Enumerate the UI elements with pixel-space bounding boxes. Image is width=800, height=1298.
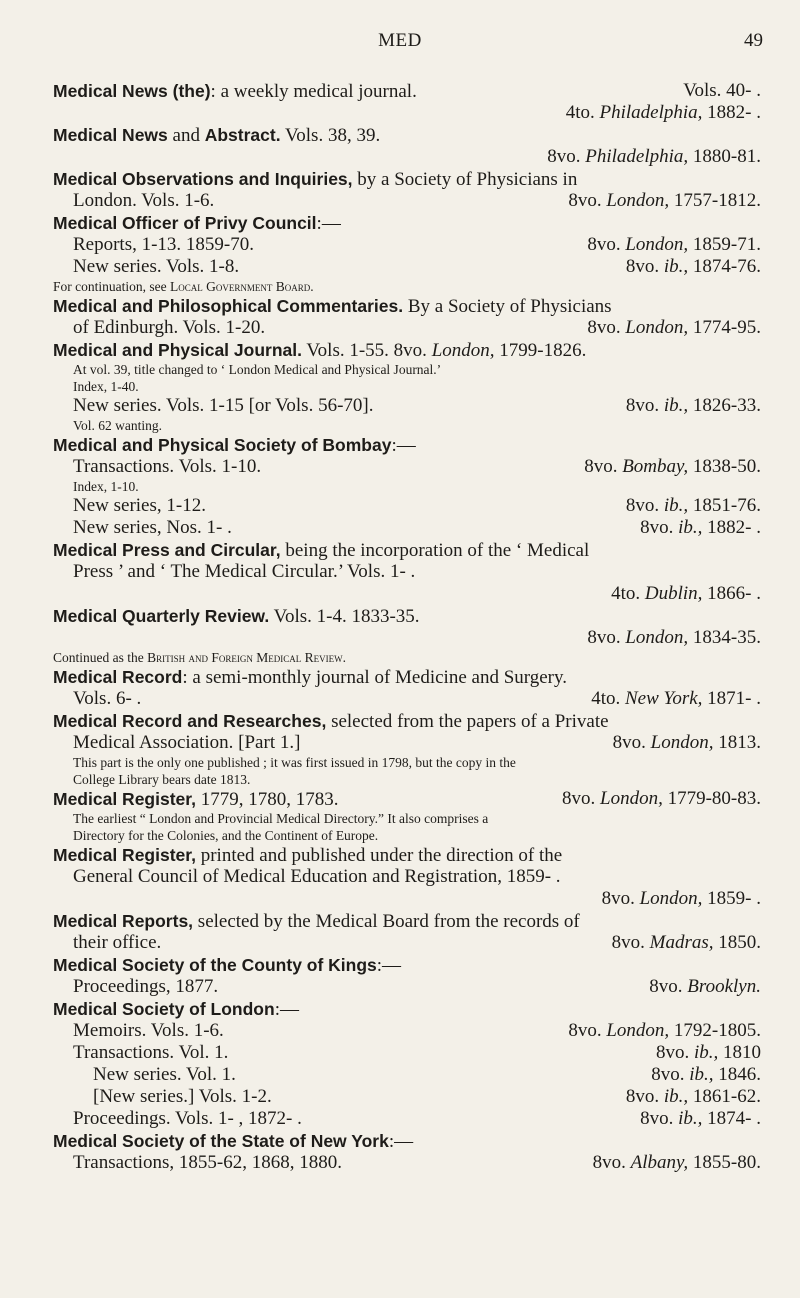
entry-note: Index, 1-10. (73, 479, 139, 494)
entry-heading: Medical Record and Researches, (53, 711, 327, 731)
entry-note: College Library bears date 1813. (73, 772, 251, 787)
entry-heading: Medical and Physical Society of Bombay (53, 435, 392, 455)
entry-imprint-line (53, 102, 761, 124)
entry-line: Transactions, 1855-62, 1868, 1880. 8vo. Albany, 1855-80. (73, 1152, 761, 1173)
entry-imprint: 8vo. London, 1779-80-83. (562, 788, 761, 809)
entry-imprint: 8vo. London, 1834-35. (587, 627, 761, 648)
entry-line: General Council of Medical Education and Registration, 1859- . (73, 866, 561, 887)
entry-imprint: 8vo. Albany, 1855-80. (592, 1152, 761, 1173)
entry-heading: Medical Press and Circular, (53, 540, 281, 560)
entry-imprint: 8vo. London, 1757-1812. (568, 190, 761, 211)
entry-line: Medical News and Abstract. Vols. 38, 39. (53, 125, 381, 146)
entry-line: London. Vols. 1-6. 8vo. London, 1757-1812. (73, 190, 761, 211)
entry-line: Transactions. Vols. 1-10. 8vo. Bombay, 1838-50. (73, 456, 761, 477)
entry-note: This part is the only one published ; it was first issued in 1798, but the copy in the (73, 755, 516, 770)
entry-imprint: 4to. Philadelphia, 1882- . (565, 102, 761, 123)
entry-imprint-line (53, 583, 761, 605)
entry-note: Continued as the British and Foreign Medical Review. (53, 650, 346, 665)
entry-heading: Medical Register, (53, 845, 196, 865)
entry-line: of Edinburgh. Vols. 1-20. 8vo. London, 1774-95. (73, 317, 761, 338)
entry-imprint: 8vo. Bombay, 1838-50. (584, 456, 761, 477)
entry-imprint: 8vo. London, 1813. (612, 732, 761, 753)
entry-imprint: 8vo. Philadelphia, 1880-81. (547, 146, 761, 167)
entry-heading: Medical Register, (53, 789, 196, 809)
entry-imprint-line (53, 888, 761, 910)
entry-volumes: Vols. 40- . (683, 80, 761, 101)
entry-text: : a weekly medical journal. (210, 81, 417, 102)
page-number: 49 (744, 30, 763, 51)
entry-heading: Medical Quarterly Review. (53, 606, 270, 626)
entry-line: Press ’ and ‘ The Medical Circular.’ Vols. 1- . (73, 561, 416, 582)
entry-line: Vols. 6- . 4to. New York, 1871- . (73, 688, 761, 709)
entry-heading: Medical Reports, (53, 911, 194, 931)
entry-imprint: 8vo. ib., 1874-76. (625, 256, 761, 277)
running-title: MED (378, 30, 422, 51)
entry-line: their office. 8vo. Madras, 1850. (73, 932, 761, 953)
entry-line: Medical and Philosophical Commentaries. By a Society of Physicians (53, 296, 612, 317)
entry-imprint: 8vo. ib., 1810 (655, 1042, 761, 1063)
entry-line: Medical and Physical Society of Bombay:— (53, 435, 416, 456)
entry-imprint: 8vo. London, 1792-1805. (568, 1020, 761, 1041)
entry-line: [New series.] Vols. 1-2. 8vo. ib., 1861-62. (93, 1086, 761, 1107)
entry-line: Medical Register, 1779, 1780, 1783. 8vo. London, 1779-80-83. (53, 788, 761, 810)
entry-imprint: 8vo. London, 1774-95. (587, 317, 761, 338)
entry-line: Proceedings. Vols. 1- , 1872- . 8vo. ib., 1874- . (73, 1108, 761, 1129)
entry-imprint-line (53, 146, 761, 168)
entry-line: New series, Nos. 1- . 8vo. ib., 1882- . (73, 517, 761, 538)
entry-heading: Medical Society of the County of Kings (53, 955, 377, 975)
entry-imprint: 8vo. ib., 1861-62. (625, 1086, 761, 1107)
entry-line (53, 80, 761, 102)
entry-line: Medical Record and Researches, selected from the papers of a Private (53, 711, 609, 732)
entry-imprint-line (53, 627, 761, 649)
entry-imprint: 8vo. ib., 1846. (651, 1064, 761, 1085)
entry-line: Reports, 1-13. 1859-70. 8vo. London, 1859-71. (73, 234, 761, 255)
entry-imprint: 8vo. ib., 1826-33. (625, 395, 761, 416)
entry-imprint: 8vo. London, 1859-71. (587, 234, 761, 255)
entry-heading: Medical Observations and Inquiries, (53, 169, 353, 189)
catalogue-entries (53, 80, 761, 1174)
entry-imprint: 8vo. Brooklyn. (649, 976, 761, 997)
entry-line: Medical Association. [Part 1.] 8vo. London, 1813. (73, 732, 761, 753)
entry-line: Memoirs. Vols. 1-6. 8vo. London, 1792-1805. (73, 1020, 761, 1041)
entry-imprint: 8vo. London, 1859- . (601, 888, 761, 909)
entry-note: The earliest “ London and Provincial Medical Directory.” It also comprises a (73, 811, 489, 826)
entry-line: Medical Record: a semi-monthly journal of Medicine and Surgery. (53, 667, 568, 688)
entry-line: Medical Press and Circular, being the incorporation of the ‘ Medical (53, 540, 590, 561)
entry-line: Medical Observations and Inquiries, by a Society of Physicians in (53, 169, 578, 190)
entry-note: Vol. 62 wanting. (73, 418, 163, 433)
page-header (0, 30, 800, 56)
entry-note: At vol. 39, title changed to ‘ London Medical and Physical Journal.’ (73, 362, 442, 377)
entry-heading: Medical Officer of Privy Council (53, 213, 317, 233)
entry-line: Medical Quarterly Review. Vols. 1-4. 1833-35. (53, 606, 420, 627)
entry-heading: Medical and Physical Journal. (53, 340, 302, 360)
entry-line: New series. Vols. 1-15 [or Vols. 56-70]. 8vo. ib., 1826-33. (73, 395, 761, 416)
entry-line: New series. Vol. 1. 8vo. ib., 1846. (93, 1064, 761, 1085)
entry-note: Directory for the Colonies, and the Continent of Europe. (73, 828, 379, 843)
entry-imprint: 4to. Dublin, 1866- . (611, 583, 761, 604)
entry-line: New series. Vols. 1-8. 8vo. ib., 1874-76. (73, 256, 761, 277)
entry-imprint: 4to. New York, 1871- . (591, 688, 761, 709)
entry-imprint: 8vo. Madras, 1850. (611, 932, 761, 953)
entry-line: Medical Society of London:— (53, 999, 299, 1020)
entry-note: For continuation, see Local Government Board. (53, 279, 314, 294)
entry-heading: Medical and Philosophical Commentaries. (53, 296, 404, 316)
entry-line: Medical Reports, selected by the Medical Board from the records of (53, 911, 580, 932)
entry-line: Medical and Physical Journal. Vols. 1-55. 8vo. London, 1799-1826. (53, 340, 587, 361)
entry-imprint: 8vo. ib., 1882- . (640, 517, 761, 538)
entry-heading: Medical Record (53, 667, 183, 687)
entry-heading: Medical Society of London (53, 999, 275, 1019)
entry-heading: Medical News (the) (53, 81, 211, 101)
entry-imprint: 8vo. ib., 1874- . (640, 1108, 761, 1129)
entry-line: Transactions. Vol. 1. 8vo. ib., 1810 (73, 1042, 761, 1063)
entry-line: Medical Officer of Privy Council:— (53, 213, 341, 234)
entry-line: Medical Register, printed and published under the direction of the (53, 845, 563, 866)
entry-note: Index, 1-40. (73, 379, 139, 394)
entry-imprint: 8vo. ib., 1851-76. (625, 495, 761, 516)
entry-heading: Medical Society of the State of New York (53, 1131, 389, 1151)
entry-line: Medical Society of the County of Kings:— (53, 955, 402, 976)
entry-line: New series, 1-12. 8vo. ib., 1851-76. (73, 495, 761, 516)
entry-line: Proceedings, 1877. 8vo. Brooklyn. (73, 976, 761, 997)
entry-line: Medical Society of the State of New York:— (53, 1131, 414, 1152)
entry-heading: Medical News (53, 125, 168, 145)
